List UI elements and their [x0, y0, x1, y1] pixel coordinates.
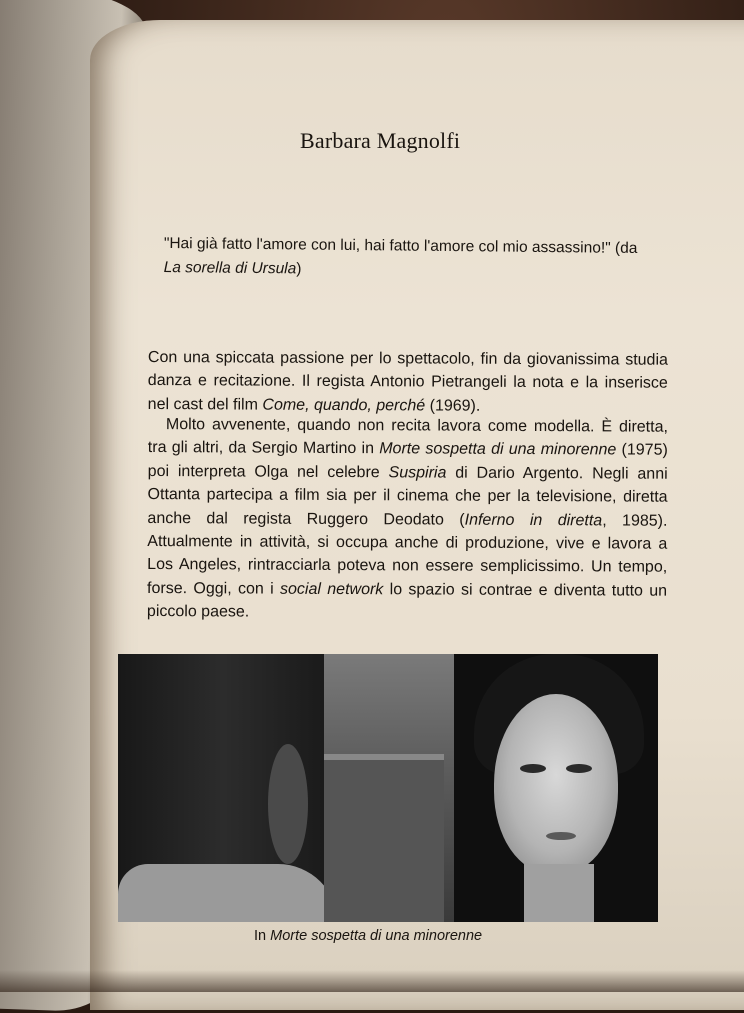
photo-caption: [254, 928, 482, 944]
paragraph-2: [147, 413, 668, 626]
p2-film-1: Morte sospetta di una minorenne: [379, 440, 617, 459]
p1-text-1: Con una spiccata passione per lo spettacolo, fin da giovanissima studia danza e recitazione. Il regista Antonio Pietrangeli la nota e la inserisce nel cast del film: [147, 348, 668, 414]
quote-close: ): [296, 260, 302, 278]
author-name: Barbara Magnolfi: [300, 128, 461, 153]
p2-text-1: Molto avvenente, quando non recita lavora come modella. È diretta, tra gli altri, da Sergio Martino in: [147, 416, 668, 458]
p2-film-3: Inferno in diretta: [464, 511, 603, 530]
caption-prefix: In: [254, 928, 271, 944]
p2-text-4: , 1985). Attualmente in attività, si occupa anche di produzione, vive e lavora a Los Angeles, rintracciarla poteva non essere semplicissimo. Un tempo, forse. Oggi, con i: [147, 512, 668, 598]
quote-film-title: La sorella di Ursula: [163, 258, 297, 278]
p1-text-2: (1969).: [425, 397, 481, 415]
p2-film-2: Suspiria: [388, 464, 447, 482]
caption-film: Morte sospetta di una minorenne: [270, 928, 483, 944]
quote: [163, 232, 643, 285]
p2-text-5: lo spazio si contrae e diventa tutto un piccolo paese.: [146, 581, 668, 621]
bottom-shadow: [0, 970, 744, 992]
p2-text-2: (1975) poi interpreta Olga nel celebre: [147, 441, 668, 482]
p1-film: Come, quando, perché: [262, 396, 426, 415]
photo-man-back-of-head: [118, 654, 328, 922]
film-still-photo: [118, 654, 658, 922]
photo-woman-portrait: [454, 654, 658, 922]
paragraph-1: [148, 346, 668, 419]
p2-term: social network: [280, 580, 384, 599]
quote-text: "Hai già fatto l'amore con lui, hai fatto l'amore col mio assassino!" (da: [163, 234, 638, 257]
photo-background-doorway: [324, 654, 454, 922]
p2-text-3: di Dario Argento. Negli anni Ottanta partecipa a film sia per il cinema che per la televisione, diretta anche dal regista Ruggero Deodato (: [147, 464, 668, 529]
